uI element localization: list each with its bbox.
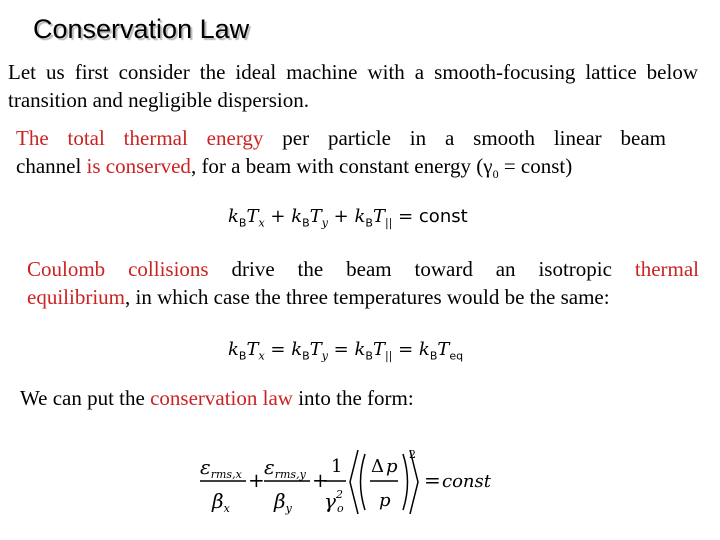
thermal-energy-line2	[16, 152, 696, 188]
text-segment: channel	[16, 154, 87, 178]
highlight-thermal: thermal	[634, 257, 699, 281]
svg-text:2: 2	[409, 448, 416, 461]
svg-text:p: p	[386, 456, 398, 477]
svg-text:p: p	[379, 490, 391, 511]
text-segment: = const)	[498, 154, 573, 178]
svg-text:βx: $\beta_x$	[212, 489, 230, 515]
epsilon-y-numerator: $\varepsilon_{rms,y}$	[264, 455, 306, 481]
coulomb-line2	[27, 283, 707, 311]
highlight-coulomb-collisions: Coulomb collisions	[27, 257, 209, 281]
svg-text:=: =	[424, 468, 441, 492]
svg-text:Δ: Δ	[371, 456, 384, 477]
text-segment: , in which case the three temperatures would be the same:	[125, 285, 610, 309]
epsilon-x-numerator: $\varepsilon_{rms,x}$	[200, 455, 242, 481]
svg-text:+: +	[248, 468, 265, 492]
text-segment: into the form:	[292, 386, 414, 410]
eq3-rhs: const	[442, 471, 491, 492]
highlight-total-thermal-energy: The total thermal energy	[16, 126, 264, 150]
text-segment: , for a beam with constant energy (γ	[190, 154, 493, 178]
equilibrium-equation: $k_BT_x = k_BT_y = k_BT_{||} = k_BT_{eq}$	[228, 339, 464, 363]
text-segment: We can put the	[20, 386, 151, 410]
conservation-form-line	[20, 384, 620, 412]
svg-text:βy: $\beta_y$	[274, 489, 292, 515]
svg-text:γ2o: $\gamma^2$ o	[324, 488, 344, 515]
coulomb-line1	[27, 255, 699, 283]
intro-paragraph: Let us first consider the ideal machine with a smooth-focusing lattice below transition and negligible dispersion.	[8, 60, 698, 112]
emittance-conservation-equation	[198, 440, 498, 520]
energy-sum-equation: $k_BT_x + k_BT_y + k_BT_{||}$ = const	[228, 206, 468, 230]
highlight-conservation-law: conservation law	[150, 386, 293, 410]
thermal-energy-line1	[16, 124, 666, 152]
svg-text:+: +	[312, 468, 329, 492]
eq1-rhs: const	[418, 206, 468, 227]
highlight-is-conserved: is conserved	[86, 154, 191, 178]
text-segment: per particle in a smooth linear beam	[263, 126, 666, 150]
highlight-equilibrium: equilibrium	[27, 285, 125, 309]
gamma-subscript: 0	[492, 167, 499, 182]
slide-title: Conservation Law	[33, 14, 250, 44]
text-segment: drive the beam toward an isotropic	[208, 257, 635, 281]
svg-text:1: 1	[331, 456, 343, 477]
